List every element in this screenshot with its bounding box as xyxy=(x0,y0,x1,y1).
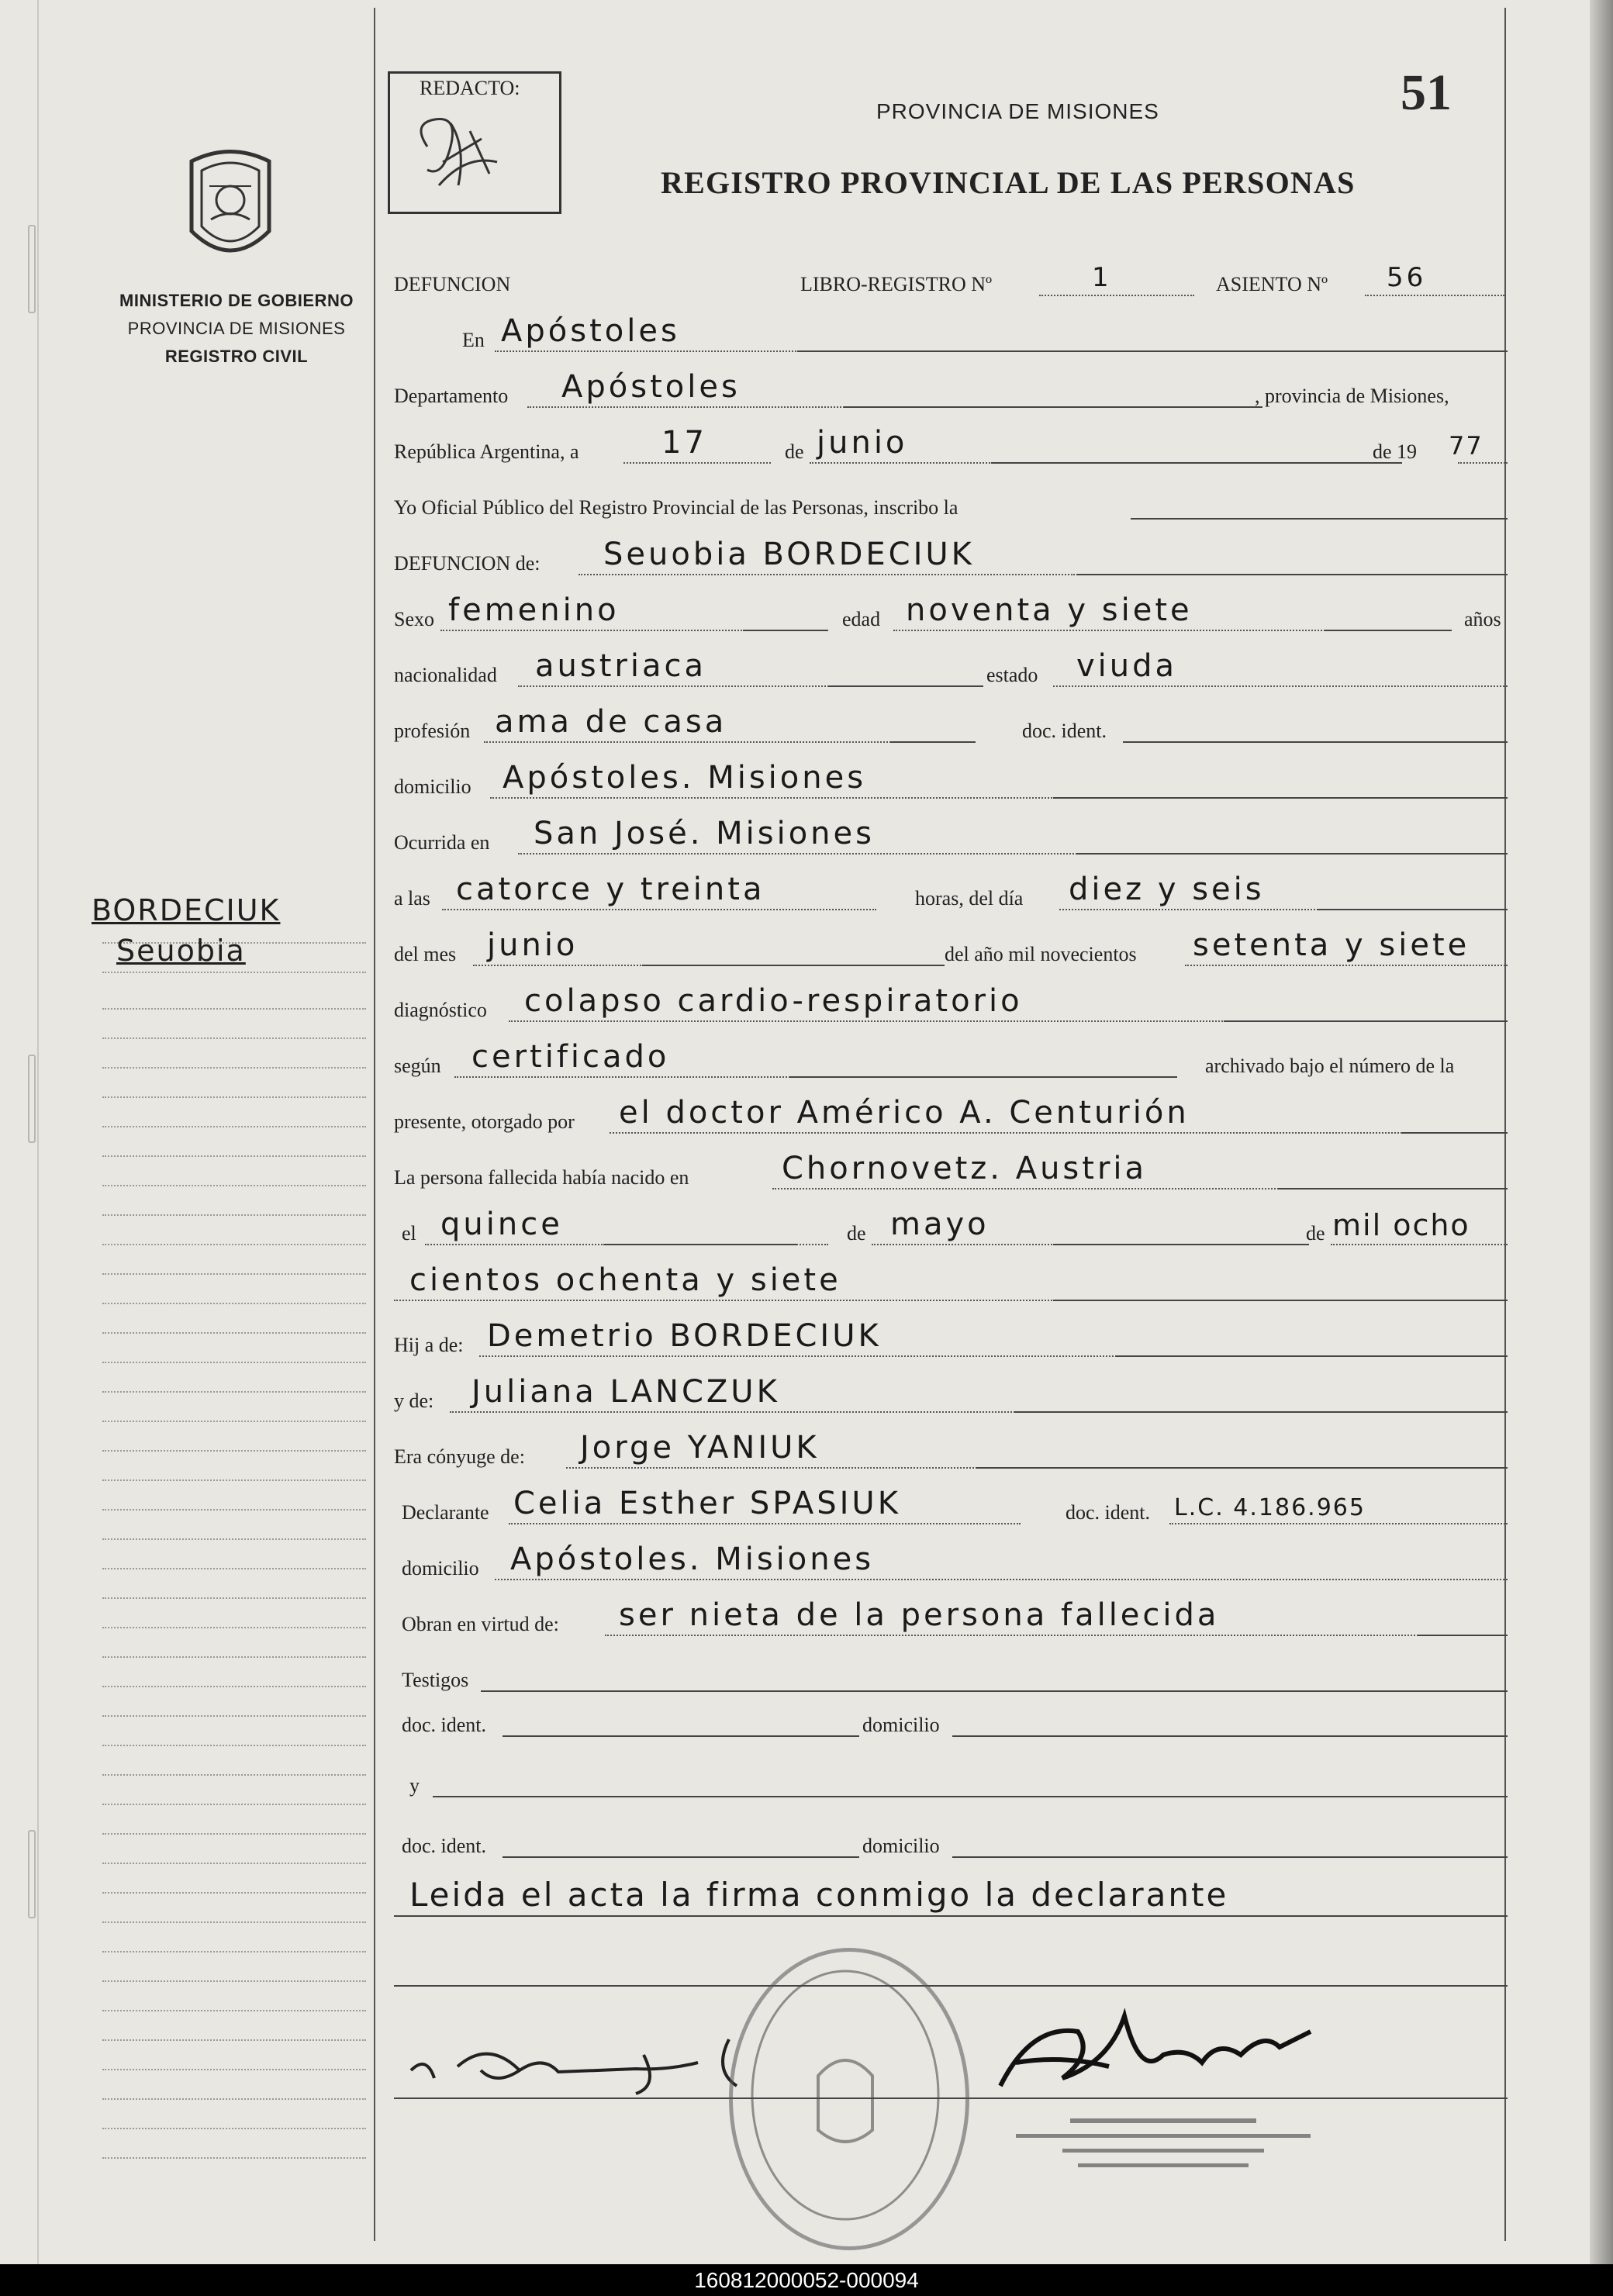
margin-rule xyxy=(374,8,375,2241)
form-row-a-las xyxy=(394,872,1508,913)
page-edge-shadow xyxy=(1590,0,1613,2264)
form-row-testigo1-doc xyxy=(394,1704,1508,1740)
registry-title: REGISTRO PROVINCIAL DE LAS PERSONAS xyxy=(661,165,1356,200)
edad-value: noventa y siete xyxy=(906,592,1193,628)
estado-label: estado xyxy=(986,664,1038,686)
form-row-nacimiento-ano xyxy=(394,1262,1508,1304)
redacto-initials-signature-icon xyxy=(396,100,551,209)
nacimiento-dia-value: quince xyxy=(440,1207,563,1242)
estado-value: viuda xyxy=(1076,648,1178,684)
edad-label: edad xyxy=(842,608,881,630)
binding-stitch xyxy=(28,225,36,313)
y-de-label: y de: xyxy=(394,1390,434,1412)
nacimiento-ano-value2: cientos ochenta y siete xyxy=(409,1262,841,1298)
ocurrida-value: San José. Misiones xyxy=(534,816,875,851)
segun-value: certificado xyxy=(471,1039,670,1075)
ocurrida-label: Ocurrida en xyxy=(394,831,490,854)
form-row-departamento xyxy=(394,369,1508,411)
nacimiento-ano-value1: mil ocho xyxy=(1332,1208,1470,1242)
ministry-header xyxy=(109,287,364,371)
form-row-domicilio xyxy=(394,760,1508,802)
officer-title-stamp xyxy=(1000,2115,1326,2201)
profesion-value: ama de casa xyxy=(495,704,727,740)
form-row-segun xyxy=(394,1039,1508,1081)
del-ano-label: del año mil novecientos xyxy=(945,943,1137,965)
diagnostico-value: colapso cardio-respiratorio xyxy=(524,983,1023,1019)
y-label: y xyxy=(409,1774,420,1797)
padre-value: Demetrio BORDECIUK xyxy=(487,1318,882,1354)
presente-value: el doctor Américo A. Centurión xyxy=(619,1095,1190,1131)
profesion-label: profesión xyxy=(394,720,471,742)
declarant-signature-icon xyxy=(403,2024,775,2109)
day-value: 17 xyxy=(661,425,707,461)
en-value: Apóstoles xyxy=(501,313,680,349)
nacimiento-de-label: de xyxy=(847,1222,866,1245)
binding-stitch xyxy=(28,1055,36,1143)
ano-value: setenta y siete xyxy=(1193,927,1470,963)
nacido-label: La persona fallecida había nacido en xyxy=(394,1166,689,1189)
presente-label: presente, otorgado por xyxy=(394,1110,575,1133)
archivado-label: archivado bajo el número de la xyxy=(1205,1055,1455,1077)
form-row-presente xyxy=(394,1095,1508,1137)
testigo1-domicilio-label: domicilio xyxy=(862,1714,940,1736)
nacimiento-mes-value: mayo xyxy=(890,1207,990,1242)
defuncion-title: DEFUNCION xyxy=(394,273,511,295)
page-number: 51 xyxy=(1401,64,1452,121)
form-row-testigo2 xyxy=(394,1765,1508,1801)
sexo-value: femenino xyxy=(448,592,620,628)
form-row-republica xyxy=(394,425,1508,467)
doc-ident-label: doc. ident. xyxy=(1022,720,1107,742)
month-value: junio xyxy=(817,425,908,461)
libro-value: 1 xyxy=(1092,262,1112,293)
obran-label: Obran en virtud de: xyxy=(402,1613,559,1635)
defuncion-de-label: DEFUNCION de: xyxy=(394,552,541,575)
form-row-obran xyxy=(394,1597,1508,1639)
hora-value: catorce y treinta xyxy=(456,872,765,907)
hija-label: Hij a de: xyxy=(394,1334,464,1356)
form-row-defuncion-de xyxy=(394,537,1508,578)
form-row-hija xyxy=(394,1318,1508,1360)
form-row-testigos xyxy=(394,1659,1508,1695)
form-row-domicilio-declarante xyxy=(394,1542,1508,1583)
republica-label: República Argentina, a xyxy=(394,440,579,463)
a-las-label: a las xyxy=(394,887,430,910)
binding-stitch xyxy=(28,1830,36,1918)
conyuge-label: Era cónyuge de: xyxy=(394,1445,525,1468)
declarante-label: Declarante xyxy=(402,1501,489,1524)
year-label: de 19 xyxy=(1373,440,1418,463)
province-title: PROVINCIA DE MISIONES xyxy=(876,99,1159,123)
redacto-box xyxy=(388,71,561,214)
yo-oficial-text: Yo Oficial Público del Registro Provincial de las Personas, inscribo la xyxy=(394,496,958,519)
document-id-footer: 160812000052-000094 xyxy=(0,2264,1613,2296)
form-row-ocurrida xyxy=(394,816,1508,858)
provincia-label: , provincia de Misiones, xyxy=(1255,385,1449,407)
dia-value: diez y seis xyxy=(1069,872,1265,907)
horas-label: horas, del día xyxy=(915,887,1024,910)
nacido-value: Chornovetz. Austria xyxy=(782,1151,1148,1186)
testigo2-doc-label: doc. ident. xyxy=(402,1835,487,1857)
form-row-diagnostico xyxy=(394,983,1508,1025)
margin-given-name: Seuobia xyxy=(116,934,246,968)
form-row-en xyxy=(394,313,1508,355)
form-row-declarante xyxy=(394,1486,1508,1528)
libro-label: LIBRO-REGISTRO Nº xyxy=(800,273,993,295)
domicilio-declarante-value: Apóstoles. Misiones xyxy=(510,1542,875,1577)
sexo-label: Sexo xyxy=(394,608,434,630)
conyuge-value: Jorge YANIUK xyxy=(580,1430,820,1466)
defuncion-de-value: Seuobia BORDECIUK xyxy=(603,537,975,572)
form-row-conyuge xyxy=(394,1430,1508,1472)
form-row-testigo2-doc xyxy=(394,1825,1508,1861)
de-label: de xyxy=(785,440,804,463)
ministry-name: MINISTERIO DE GOBIERNO xyxy=(119,291,354,310)
redacto-label: REDACTO: xyxy=(420,77,520,99)
margin-surname: BORDECIUK xyxy=(92,893,281,927)
asiento-value: 56 xyxy=(1387,262,1427,293)
segun-label: según xyxy=(394,1055,441,1077)
testigos-label: Testigos xyxy=(402,1669,469,1691)
madre-value: Juliana LANCZUK xyxy=(471,1374,780,1410)
declarante-value: Celia Esther SPASIUK xyxy=(513,1486,901,1521)
officer-signature-icon xyxy=(985,2001,1326,2117)
form-row-del-mes xyxy=(394,927,1508,969)
asiento-label: ASIENTO Nº xyxy=(1216,273,1328,295)
nacionalidad-label: nacionalidad xyxy=(394,664,497,686)
el-label: el xyxy=(402,1222,416,1245)
nacionalidad-value: austriaca xyxy=(535,648,706,684)
provincial-seal-icon xyxy=(180,146,281,270)
declarante-doc-value: L.C. 4.186.965 xyxy=(1174,1494,1366,1521)
form-row-profesion xyxy=(394,704,1508,746)
en-label: En xyxy=(462,329,485,351)
form-row-nacido xyxy=(394,1151,1508,1193)
form-row-yo-oficial xyxy=(394,487,1508,523)
form-row-y-de xyxy=(394,1374,1508,1416)
mes-value: junio xyxy=(487,927,579,963)
testigo2-domicilio-label: domicilio xyxy=(862,1835,940,1857)
year-value: 77 xyxy=(1449,431,1483,461)
closing-statement: Leida el acta la firma conmigo la declarante xyxy=(409,1876,1229,1914)
departamento-label: Departamento xyxy=(394,385,509,407)
province-name: PROVINCIA DE MISIONES xyxy=(127,319,346,338)
nacimiento-de2-label: de xyxy=(1306,1222,1325,1245)
del-mes-label: del mes xyxy=(394,943,457,965)
form-row-sexo xyxy=(394,592,1508,634)
form-row-header xyxy=(394,264,1508,299)
civil-registry-name: REGISTRO CIVIL xyxy=(164,347,309,366)
form-row-nacimiento-fecha xyxy=(394,1207,1508,1248)
form-row-nacionalidad xyxy=(394,648,1508,690)
domicilio-value: Apóstoles. Misiones xyxy=(503,760,867,796)
registry-official-stamp xyxy=(729,1948,969,2250)
testigo1-doc-label: doc. ident. xyxy=(402,1714,487,1736)
obran-value: ser nieta de la persona fallecida xyxy=(619,1597,1220,1633)
departamento-value: Apóstoles xyxy=(561,369,741,405)
domicilio-label: domicilio xyxy=(394,775,471,798)
domicilio-declarante-label: domicilio xyxy=(402,1557,479,1580)
anos-label: años xyxy=(1464,608,1501,630)
diagnostico-label: diagnóstico xyxy=(394,999,487,1021)
declarante-doc-label: doc. ident. xyxy=(1066,1501,1151,1524)
form-row-closing xyxy=(394,1876,1508,1920)
